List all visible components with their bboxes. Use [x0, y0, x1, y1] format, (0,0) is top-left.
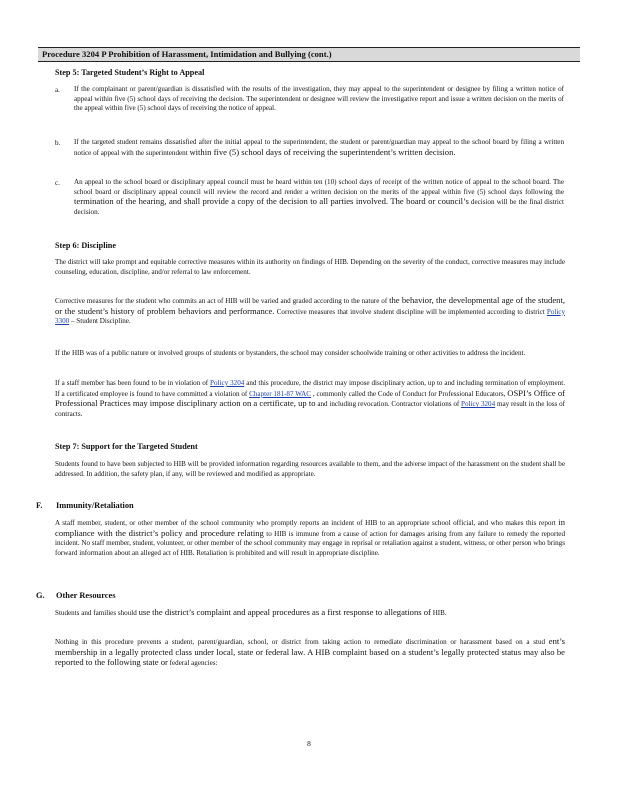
section-f-heading	[36, 501, 134, 510]
step6-paragraph-4	[55, 379, 565, 419]
step5-item-b-text-a: If the targeted student remains dissatisfied after the initial appeal to the superintendent, the student or parent/guardian may appeal to the school board by filing a written notice of appeal with the superintendent	[74, 138, 564, 157]
section-g-p2-big1: ent’s membership in a legally protected class under local, state or federal	[55, 636, 565, 657]
step5-item-c-text-c: decision will be the final district decision.	[74, 198, 565, 216]
step6-p4-mid2: , commonly called the Code of Conduct for Professional Educators,	[312, 389, 506, 398]
section-g-heading	[36, 591, 115, 600]
section-g-p1-big: use the district’s complaint and appeal procedures as a first response to allegations of	[138, 607, 431, 617]
step5-item-b-text-b: within five (5) school days of receiving the superintendent’s written decision.	[189, 146, 456, 157]
section-f-p-b: to HIB is immune from a cause of action for damages arising from any failure to remedy the reported incident. No staff member, student, volunteer, or other member of the school community may engage in reprisal or retaliation against a student, witness, or other person who brings forward information about an alleged act of HIB. Retaliation is prohibited and will result in appropriate discipline.	[55, 529, 566, 557]
step5-item-c-text-b: termination of the hearing, and shall provide a copy of the decision to all parties involved. The board or council’s	[74, 196, 469, 207]
step6-p4-big: OSPI’s Office of Professional Practices may impose disciplinary action on a certificate, up to	[55, 387, 566, 409]
policy-3204-link-2[interactable]: Policy 3204	[461, 400, 496, 409]
section-f-p-a: A staff member, student, or other member of the school community who promptly reports an incident of HIB to an appropriate school official, and who makes this report	[55, 519, 556, 527]
section-g-p2-b: federal agencies:	[169, 659, 218, 668]
section-f-paragraph	[55, 518, 565, 558]
step6-p4-pre: If a staff member has been found to be in violation of	[55, 379, 209, 387]
section-f-p-big: in compliance with the district’s policy and procedure relating	[55, 517, 565, 538]
section-g-p1-a: Students and families should	[55, 609, 137, 617]
step7-heading: Step 7: Support for the Targeted Student	[55, 442, 198, 451]
step5-item-a-text: If the complainant or parent/guardian is dissatisfied with the results of the investigation, they may appeal to the superintendent or designee by filing a written notice of appeal within five (5) school days of receiving the decision. The superintendent or designee will review the investigative report and issue a written decision on the merits of the appeal within five (5) school days of receiving the notice of appeal.	[74, 85, 564, 113]
section-g-paragraph-1	[55, 608, 565, 619]
procedure-header-title: Procedure 3204 P Prohibition of Harassment, Intimidation and Bullying (cont.)	[42, 49, 332, 59]
step6-p4-mid1: and this procedure, the district may impose disciplinary action, up to and including termination of employment. If a certificated employee is found to have committed a violation of	[55, 379, 565, 398]
section-f-letter: F.	[36, 501, 43, 510]
step5-item-c-letter: c.	[55, 179, 60, 187]
step6-heading: Step 6: Discipline	[55, 241, 116, 250]
page-number: 8	[307, 739, 311, 748]
section-g-letter: G.	[36, 591, 45, 600]
chapter-181-87-wac-link[interactable]: Chapter 181-87 WAC	[249, 389, 311, 398]
section-g-p2-a: Nothing in this procedure prevents a student, parent/guardian, school, or district from taking action to remediate discrimination or harassment based on a stud	[55, 638, 546, 646]
step6-p2-c-post: – Student Discipline.	[70, 317, 131, 326]
step6-p2-a: Corrective measures for the student who commits an act of HIB will be varied and graded according to the nature of	[55, 297, 388, 305]
policy-3300-link[interactable]: Policy 3300	[55, 307, 566, 326]
step6-p4-end: may result in the loss of contracts.	[55, 400, 565, 418]
step5-item-a-letter: a.	[55, 86, 60, 94]
step5-heading: Step 5: Targeted Student’s Right to Appeal	[55, 68, 205, 77]
step5-item-b-letter: b.	[55, 139, 61, 147]
step5-item-b-text	[74, 138, 564, 158]
step5-item-c-text-a: An appeal to the school board or disciplinary appeal council must be heard within ten (10) school days of receipt of the written notice of appeal to the school board. The school board or disciplinary appeal council will review the record and render a written decision on the merits of the appeal within five (5) school days following the	[74, 178, 564, 196]
section-g-p1-b: HIB.	[432, 609, 447, 617]
step6-p2-c: Corrective measures that involve student discipline will be implemented according to district	[276, 307, 545, 316]
section-g-paragraph-2	[55, 637, 565, 669]
section-f-title: Immunity/Retaliation	[56, 501, 134, 510]
step5-item-c-text	[74, 178, 564, 217]
policy-3204-link-1[interactable]: Policy 3204	[210, 379, 245, 387]
step6-p2-b: the behavior, the developmental age of the student, or the student’s history of problem behaviors and performance.	[55, 295, 565, 316]
step7-paragraph-1: Students found to have been subjected to HIB will be provided information regarding resources available to them, and the adverse impact of the harassment on the student shall be addressed. In addition, the safety plan, if any, will be reviewed and modified as appropriate.	[55, 460, 565, 478]
step6-paragraph-3: If the HIB was of a public nature or involved groups of students or bystanders, the school may consider schoolwide training or other activities to address the incident.	[55, 349, 526, 357]
step6-p4-mid3: and including revocation. Contractor violations of	[317, 400, 460, 409]
section-g-title: Other Resources	[56, 591, 116, 600]
step6-paragraph-1: The district will take prompt and equitable corrective measures within its authority on findings of HIB. Depending on the severity of the conduct, corrective measures may include counseling, education, discipline, and/or referral to law enforcement.	[55, 258, 565, 276]
section-g-p2-big2: law. A HIB complaint based on a student’s legally protected status may also be reported to the following state or	[55, 646, 565, 668]
step6-paragraph-2	[55, 296, 565, 327]
procedure-header-bar	[38, 47, 580, 62]
